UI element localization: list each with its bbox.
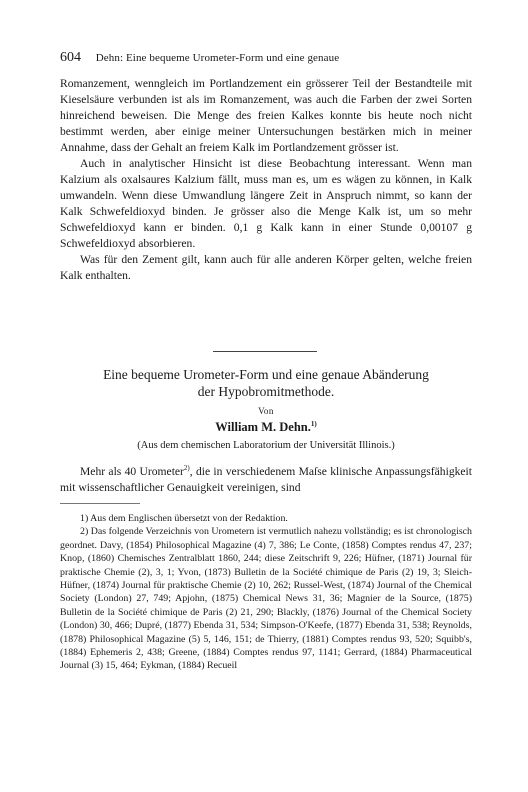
- paragraph-1: Romanzement, wenngleich im Portlandzement ein grösserer Teil der Bestandteile mit Kieselsäure verbunden ist als im Romanzement, was auch die Farben der zwei Sorten hinreichend beweisen. Die Menge des freien Kalkes konnte bis heute noch nicht bestimmt werden, aber einige meiner Untersuchungen bestärken mich in meiner Annahme, dass der Gehalt an freiem Kalk im Portlandzement grösser ist.: [60, 77, 472, 154]
- running-header: [60, 50, 480, 66]
- footnote-2: 2) Das folgende Verzeichnis von Urometern ist vermutlich nahezu vollständig; es ist chronologisch geordnet. Davy, (1854) Philosophical Magazine (4) 7, 386; Le Conte, (1858) Comptes rendus 47, 237; Knop, (1860) Chemisches Zentralblatt 1860, 244; diese Zeitschrift 9, 226; Hüfner, (1871) Journal für praktische Chemie (2), 3, 1; Yvon, (1873) Bulletin de la Société chimique de Paris (2) 19, 3; Sleich-Hüfner, (1874) Journal für praktische Chemie (2) 10, 262; Russel-West, (1874) Journal of the Chemical Society (London) 27, 749; Apjohn, (1875) Chemical News 31, 36; Magnier de la Source, (1875) Bulletin de la Société chimique de Paris (2) 21, 290; Blackly, (1876) Journal of the Chemical Society (London) 30, 466; Dupré, (1877) Ebenda 31, 534; Simpson-O'Keefe, (1877) Ebenda 31, 538; Reynolds, (1878) Philosophical Magazine (5) 5, 146, 151; de Thierry, (1881) Comptes rendus 93, 520; Squibb's, (1884) Ephemeris 2, 438; Greene, (1884) Comptes rendus 97, 1141; Gerrard, (1884) Pharmaceutical Journal (3) 15, 464; Eykman, (1884) Recueil: [60, 526, 472, 672]
- preceding-article-text: [60, 76, 472, 284]
- footnotes: [60, 512, 472, 673]
- lead-footnote-mark: 2): [183, 464, 190, 473]
- article-title-line-2: der Hypobromitmethode.: [197, 384, 335, 399]
- author-footnote-mark: 1): [310, 419, 317, 428]
- paragraph-3: Was für den Zement gilt, kann auch für alle anderen Körper gelten, welche freien Kalk enthalten.: [60, 253, 472, 282]
- paragraph-2: Auch in analytischer Hinsicht ist diese Beobachtung interessant. Wenn man Kalzium als oxalsaures Kalzium fällt, muss man es, um es wägen zu können, in Kalk umwandeln. Wenn diese Umwandlung längere Zeit in Anspruch nimmt, so kann der Kalk Schwefeldioxyd binden. Je grösser also die Menge Kalk ist, um so mehr Schwefeldioxyd kann er binden. 0,1 g Kalk kann in einer Stunde 0,00107 g Schwefeldioxyd absorbieren.: [60, 157, 472, 250]
- author-line: [60, 420, 472, 435]
- lead-paragraph: [60, 464, 472, 496]
- affiliation: (Aus dem chemischen Laboratorium der Universität Illinois.): [137, 440, 395, 451]
- article-title-line-1: Eine bequeme Urometer-Form und eine genaue Abänderung: [103, 367, 429, 382]
- running-title: Dehn: Eine bequeme Urometer-Form und eine genaue: [95, 52, 340, 64]
- author-name: William M. Dehn.: [215, 420, 311, 434]
- footnote-1: 1) Aus dem Englischen übersetzt von der Redaktion.: [80, 513, 288, 524]
- article-lead-text: [60, 464, 472, 496]
- footnote-rule: [60, 503, 140, 504]
- lead-text-a: Mehr als 40 Urometer: [80, 465, 184, 478]
- lead-text-b: , die in verschiedenem Maſse klinische Anpassungsfähigkeit mit wissenschaftlicher Genauigkeit vereinigen, sind: [60, 465, 472, 494]
- byline-von: Von: [258, 406, 274, 416]
- article-title: [60, 366, 472, 400]
- section-divider: [213, 351, 317, 352]
- page-number: 604: [60, 50, 81, 65]
